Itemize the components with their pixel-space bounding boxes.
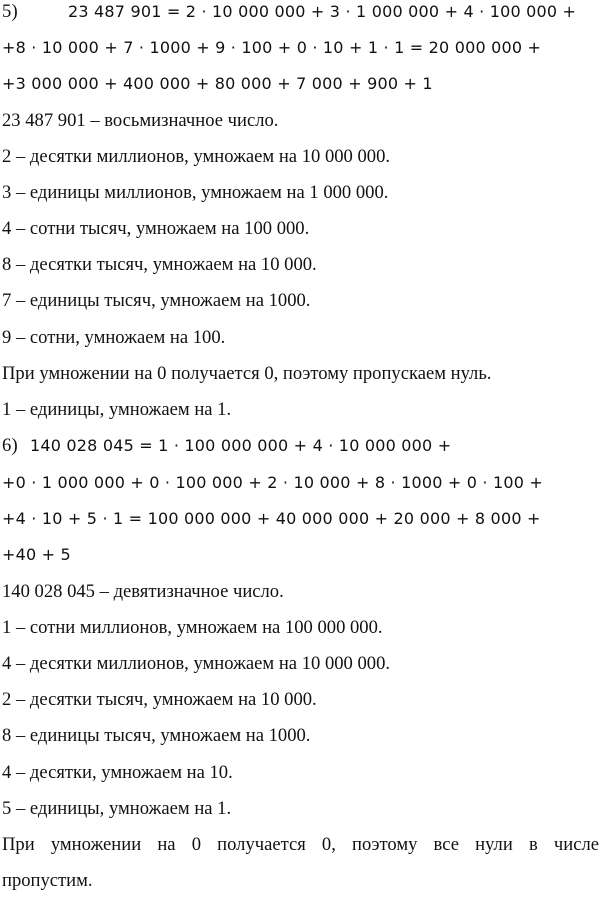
section-5-equation-line-2: +8 · 10 000 + 7 · 1000 + 9 · 100 + 0 · 10 + 1 · 1 = 20 000 000 + bbox=[2, 38, 542, 57]
section-6-explanation-line: 1 – сотни миллионов, умножаем на 100 000 000. bbox=[2, 617, 383, 638]
section-5-digit-count: 23 487 901 – восьмизначное число. bbox=[2, 110, 279, 131]
section-5-explanation-line: 1 – единицы, умножаем на 1. bbox=[2, 399, 232, 420]
section-5-explanation-line: 8 – десятки тысяч, умножаем на 10 000. bbox=[2, 254, 317, 275]
section-5-equation-line-1 bbox=[2, 0, 576, 24]
section-5-zero-note: При умножении на 0 получается 0, поэтому пропускаем нуль. bbox=[2, 363, 492, 384]
section-6-digit-count: 140 028 045 – девятизначное число. bbox=[2, 581, 284, 602]
section-6-equation-line-4: +40 + 5 bbox=[2, 545, 71, 564]
section-6-explanation-line: 4 – десятки, умножаем на 10. bbox=[2, 762, 233, 783]
section-6-zero-note-line-1: При умножении на 0 получается 0, поэтому все нули в числе bbox=[2, 834, 599, 855]
section-6-equation-line-1 bbox=[2, 434, 451, 458]
section-6-equation-text-1: 140 028 045 = 1 · 100 000 000 + 4 · 10 000 000 + bbox=[30, 436, 452, 455]
section-5-label: 5) bbox=[2, 1, 18, 22]
section-6-zero-note-line-2: пропустим. bbox=[2, 870, 93, 891]
section-6-equation-line-3: +4 · 10 + 5 · 1 = 100 000 000 + 40 000 000 + 20 000 + 8 000 + bbox=[2, 509, 541, 528]
section-5-equation-line-3: +3 000 000 + 400 000 + 80 000 + 7 000 + 900 + 1 bbox=[2, 74, 433, 93]
section-6-explanation-line: 4 – десятки миллионов, умножаем на 10 000 000. bbox=[2, 653, 391, 674]
section-6-explanation-line: 5 – единицы, умножаем на 1. bbox=[2, 798, 232, 819]
section-6-equation-line-2: +0 · 1 000 000 + 0 · 100 000 + 2 · 10 000 + 8 · 1000 + 0 · 100 + bbox=[2, 473, 544, 492]
section-5-explanation-line: 2 – десятки миллионов, умножаем на 10 000 000. bbox=[2, 146, 391, 167]
section-6-label: 6) bbox=[2, 435, 18, 456]
section-6-explanation-line: 2 – десятки тысяч, умножаем на 10 000. bbox=[2, 689, 317, 710]
section-5-explanation-line: 3 – единицы миллионов, умножаем на 1 000 000. bbox=[2, 182, 389, 203]
section-5-equation-text-1: 23 487 901 = 2 · 10 000 000 + 3 · 1 000 000 + 4 · 100 000 + bbox=[68, 2, 577, 21]
section-5-explanation-line: 7 – единицы тысяч, умножаем на 1000. bbox=[2, 290, 311, 311]
section-6-explanation-line: 8 – единицы тысяч, умножаем на 1000. bbox=[2, 725, 311, 746]
section-5-explanation-line: 9 – сотни, умножаем на 100. bbox=[2, 327, 226, 348]
section-5-explanation-line: 4 – сотни тысяч, умножаем на 100 000. bbox=[2, 218, 310, 239]
